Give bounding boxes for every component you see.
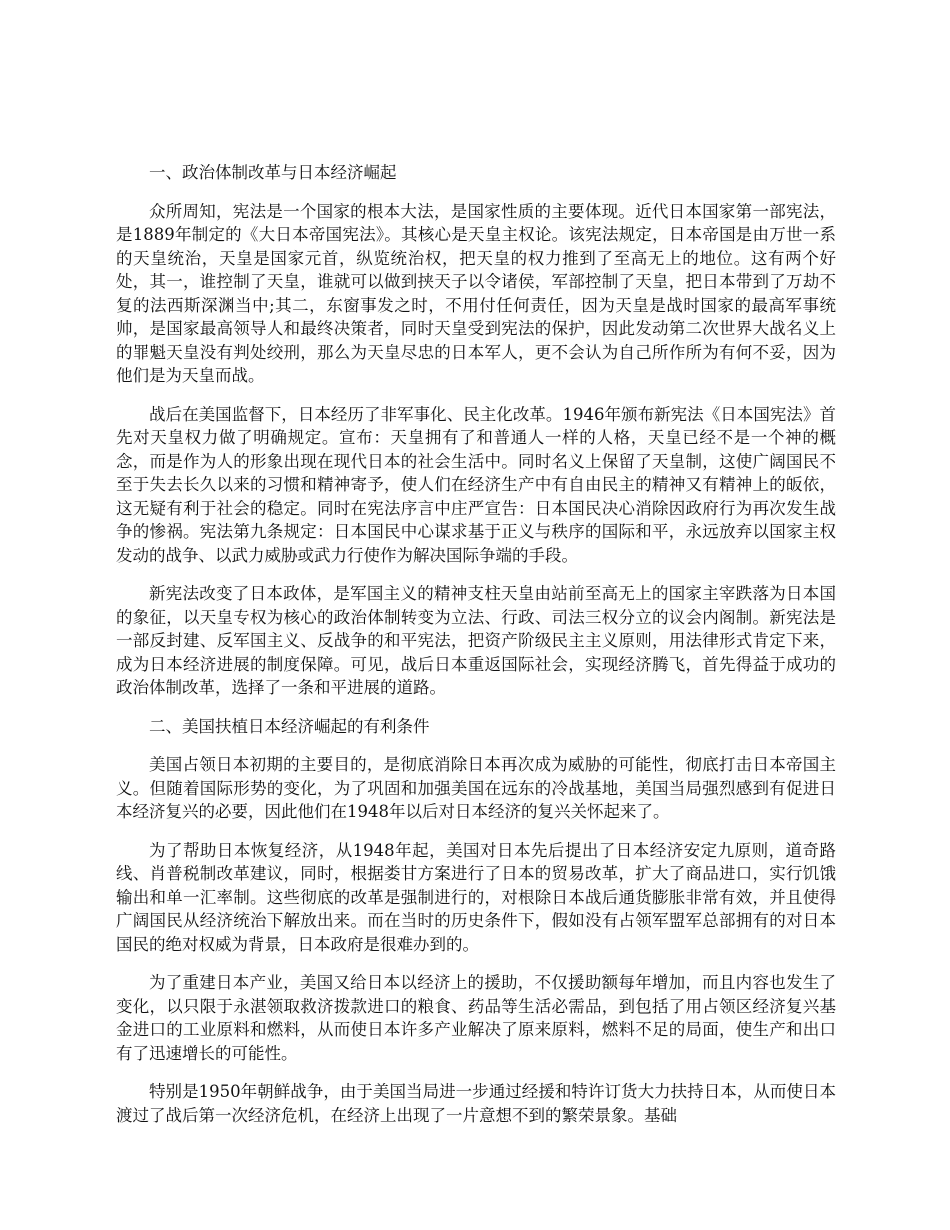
- section-heading-1: 一、政治体制改革与日本经济崛起: [149, 163, 397, 182]
- document-body: [116, 161, 836, 1142]
- section-heading-2: 二、美国扶植日本经济崛起的有利条件: [149, 716, 430, 736]
- paragraph: 新宪法改变了日本政体，是军国主义的精神支柱天皇由站前至高无上的国家主宰跌落为日本国的象征，以天皇专权为核心的政治体制转变为立法、行政、司法三权分立的议会内阁制。新宪法是一部反封建、反军国主义、反战争的和平宪法，把资产阶级民主主义原则，用法律形式肯定下来，成为日本经济进展的制度保障。可见，战后日本重返国际社会，实现经济腾飞，首先得益于成功的政治体制改革，选择了一条和平进展的道路。: [116, 584, 836, 697]
- paragraph: 美国占领日本初期的主要目的，是彻底消除日本再次成为威胁的可能性，彻底打击日本帝国主义。但随着国际形势的变化，为了巩固和加强美国在远东的冷战基地，美国当局强烈感到有促进日本经济复兴的必要，因此他们在1948年以后对日本经济的复兴关怀起来了。: [116, 755, 836, 821]
- paragraph: 为了重建日本产业，美国又给日本以经济上的援助，不仅援助额每年增加，而且内容也发生了变化，以只限于永湛领取救济拨款进口的粮食、药品等生活必需品，到包括了用占领区经济复兴基金进口的工业原料和燃料，从而使日本许多产业解决了原来原料，燃料不足的局面，使生产和出口有了迅速增长的可能性。: [116, 973, 836, 1063]
- paragraph: 众所周知，宪法是一个国家的根本大法，是国家性质的主要体现。近代日本国家第一部宪法，是1889年制定的《大日本帝国宪法》。其核心是天皇主权论。该宪法规定，日本帝国是由万世一系的天皇统治，天皇是国家元首，纵览统治权，把天皇的权力推到了至高无上的地位。这有两个好处，其一，谁控制了天皇，谁就可以做到挟天子以令诸侯，军部控制了天皇，把日本带到了万劫不复的法西斯深渊当中;其二，东窗事发之时，不用付任何责任，因为天皇是战时国家的最高军事统帅，是国家最高领导人和最终决策者，同时天皇受到宪法的保护，因此发动第二次世界大战名义上的罪魁天皇没有判处绞刑，那么为天皇尽忠的日本军人，更不会认为自己所作所为有何不妥，因为他们是为天皇而战。: [116, 201, 836, 385]
- paragraph: 为了帮助日本恢复经济，从1948年起，美国对日本先后提出了日本经济安定九原则，道奇路线、肖普税制改革建议，同时，根据娄甘方案进行了日本的贸易改革，扩大了商品进口，实行饥饿输出和单一汇率制。这些彻底的改革是强制进行的，对根除日本战后通货膨胀非常有效，并且使得广阔国民从经济统治下解放出来。而在当时的历史条件下，假如没有占领军盟军总部拥有的对日本国民的绝对权威为背景，日本政府是很难办到的。: [116, 840, 836, 954]
- paragraph: 特别是1950年朝鲜战争，由于美国当局进一步通过经援和特许订货大力扶持日本，从而使日本渡过了战后第一次经济危机，在经济上出现了一片意想不到的繁荣景象。基础: [116, 1082, 836, 1125]
- paragraph: 战后在美国监督下，日本经历了非军事化、民主化改革。1946年颁布新宪法《日本国宪法》首先对天皇权力做了明确规定。宣布：天皇拥有了和普通人一样的人格，天皇已经不是一个神的概念，而是作为人的形象出现在现代日本的社会生活中。同时名义上保留了天皇制，这使广阔国民不至于失去长久以来的习惯和精神寄予，使人们在经济生产中有自由民主的精神又有精神上的皈依，这无疑有利于社会的稳定。同时在宪法序言中庄严宣告：日本国民决心消除因政府行为再次发生战争的惨祸。宪法第九条规定：日本国民中心谋求基于正义与秩序的国际和平，永远放弃以国家主权发动的战争、以武力威胁或武力行使作为解决国际争端的手段。: [116, 404, 836, 565]
